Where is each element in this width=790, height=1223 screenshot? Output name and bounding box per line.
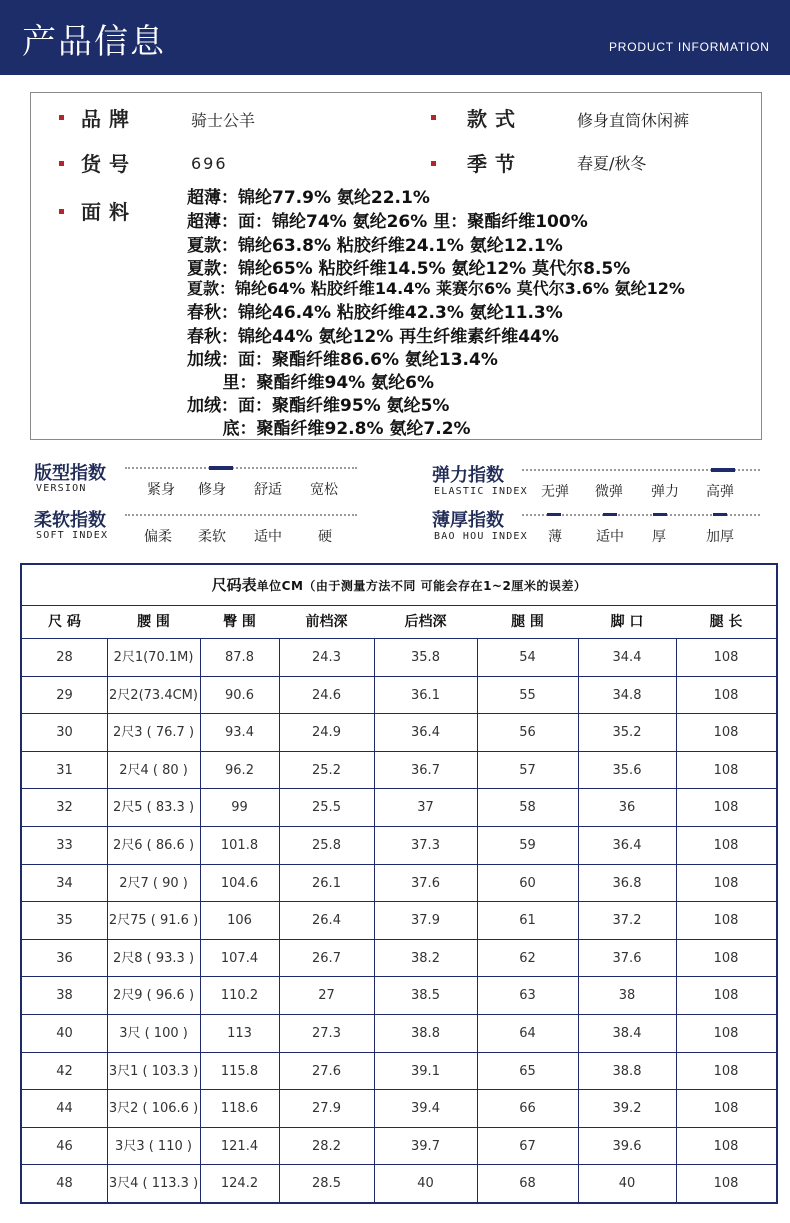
header-band [0, 0, 790, 75]
table-cell: 27.9 [312, 1101, 341, 1117]
version-selected-marker [209, 466, 233, 470]
soft-index-en: SOFT INDEX [36, 530, 109, 541]
table-cell: 26.7 [312, 950, 341, 966]
table-cell: 3尺 ( 100 ) [119, 1026, 188, 1041]
thickness-option: 适中 [596, 529, 624, 545]
size-table-header [22, 605, 776, 639]
thickness-index-en: BAO HOU INDEX [434, 531, 528, 542]
table-cell: 39.4 [411, 1101, 440, 1117]
table-cell: 39.6 [612, 1138, 642, 1154]
table-cell: 46 [56, 1138, 73, 1154]
size-table-header-cell: 后档深 [404, 614, 447, 630]
table-cell: 108 [713, 725, 739, 741]
elastic-selected-marker [711, 468, 735, 472]
table-cell: 27.6 [312, 1063, 341, 1079]
fabric-label: 面料 [81, 200, 137, 224]
table-row [22, 676, 776, 715]
table-cell: 2尺1(70.1M) [113, 650, 194, 665]
table-cell: 38 [618, 988, 636, 1004]
fabric-line: 夏款：锦纶63.8% 粘胶纤维24.1% 氨纶12.1% [187, 236, 563, 256]
table-cell: 39.1 [411, 1063, 440, 1079]
table-cell: 66 [519, 1101, 536, 1117]
table-cell: 40 [56, 1026, 73, 1041]
table-cell: 64 [519, 1026, 536, 1041]
table-cell: 42 [56, 1063, 73, 1079]
table-cell: 3尺2 ( 106.6 ) [108, 1101, 199, 1117]
table-cell: 108 [713, 687, 739, 703]
table-cell: 37.3 [411, 838, 440, 853]
table-cell: 40 [618, 1176, 636, 1192]
table-cell: 28.5 [312, 1176, 341, 1192]
thickness-index-title: 薄厚指数 [432, 510, 504, 531]
table-cell: 34 [56, 875, 73, 891]
version-index-en: VERSION [36, 483, 87, 494]
table-cell: 62 [519, 950, 536, 966]
table-row [22, 638, 776, 677]
thickness-option: 厚 [652, 529, 666, 545]
table-cell: 24.3 [312, 650, 341, 665]
table-cell: 110.2 [220, 988, 259, 1004]
style-value: 修身直筒休闲裤 [577, 111, 690, 130]
table-row [22, 1014, 776, 1053]
thickness-option: 加厚 [706, 529, 734, 545]
table-cell: 37.6 [612, 950, 642, 966]
size-table-note: 单位CM（由于测量方法不同 可能会存在1~2厘米的误差） [256, 579, 587, 593]
table-column-divider [374, 638, 375, 1202]
table-column-divider [279, 638, 280, 1202]
table-cell: 108 [713, 838, 739, 853]
elastic-option: 高弹 [706, 484, 734, 500]
table-cell: 2尺5 ( 83.3 ) [112, 800, 195, 816]
fabric-line: 加绒：面：聚酯纤维86.6% 氨纶13.4% [187, 350, 498, 370]
table-cell: 25.5 [312, 800, 341, 816]
brand-label: 品牌 [81, 107, 137, 131]
bullet-icon [59, 115, 64, 120]
table-cell: 2尺3 ( 76.7 ) [112, 725, 195, 741]
fabric-line: 春秋：锦纶46.4% 粘胶纤维42.3% 氨纶11.3% [187, 303, 563, 323]
table-cell: 108 [713, 1026, 739, 1041]
table-cell: 118.6 [220, 1101, 259, 1117]
table-cell: 36.4 [612, 838, 642, 853]
size-table-header-cell: 臀 围 [223, 614, 256, 630]
table-cell: 108 [713, 800, 739, 816]
thickness-tick [653, 513, 667, 516]
table-cell: 67 [519, 1138, 536, 1154]
table-cell: 34.8 [612, 687, 642, 703]
thickness-tick [547, 513, 561, 516]
table-row [22, 864, 776, 903]
soft-option: 硬 [318, 529, 332, 545]
table-cell: 37.6 [411, 875, 440, 891]
size-table-header-cell: 脚 口 [610, 614, 644, 630]
table-column-divider [477, 638, 478, 1202]
table-cell: 108 [713, 1101, 739, 1117]
size-table-header-cell: 尺 码 [48, 614, 81, 630]
table-cell: 63 [519, 988, 536, 1004]
table-cell: 40 [417, 1176, 434, 1192]
table-cell: 36.4 [411, 725, 440, 741]
table-cell: 2尺6 ( 86.6 ) [112, 838, 195, 853]
fabric-line: 夏款：锦纶64% 粘胶纤维14.4% 莱赛尔6% 莫代尔3.6% 氨纶12% [187, 279, 685, 298]
table-cell: 31 [56, 762, 73, 778]
bullet-icon [59, 209, 64, 214]
table-row [22, 826, 776, 865]
table-column-divider [107, 638, 108, 1202]
size-table-header-cell: 腿 围 [511, 614, 544, 630]
size-table-header-cell: 前档深 [305, 614, 348, 630]
size-table-header-cell: 腰 围 [137, 614, 170, 630]
fabric-line: 加绒：面：聚酯纤维95% 氨纶5% [187, 396, 450, 416]
table-cell: 35.6 [612, 762, 642, 778]
table-cell: 27.3 [312, 1026, 341, 1041]
season-label: 季节 [467, 152, 523, 176]
table-cell: 35.8 [411, 650, 440, 665]
table-cell: 38.2 [411, 950, 440, 966]
table-cell: 35.2 [612, 725, 642, 741]
table-cell: 38.5 [411, 988, 440, 1004]
elastic-index-title: 弹力指数 [432, 465, 504, 486]
table-column-divider [676, 638, 677, 1202]
table-row [22, 901, 776, 940]
table-cell: 38 [56, 988, 73, 1004]
table-cell: 36.8 [612, 875, 642, 891]
fabric-line: 夏款：锦纶65% 粘胶纤维14.5% 氨纶12% 莫代尔8.5% [187, 259, 631, 279]
table-cell: 44 [56, 1101, 73, 1117]
table-cell: 26.4 [312, 913, 341, 929]
fabric-line: 底：聚酯纤维92.8% 氨纶7.2% [187, 419, 471, 439]
table-row [22, 1089, 776, 1128]
version-dotted-line [125, 467, 357, 469]
table-cell: 38.8 [612, 1063, 642, 1079]
table-cell: 25.2 [312, 762, 341, 778]
table-cell: 35 [56, 913, 73, 929]
table-cell: 108 [713, 988, 739, 1004]
table-cell: 65 [519, 1063, 536, 1079]
fabric-line: 里：聚酯纤维94% 氨纶6% [187, 373, 434, 393]
bullet-icon [59, 161, 64, 166]
table-cell: 96.2 [225, 762, 254, 778]
table-cell: 3尺4 ( 113.3 ) [108, 1176, 199, 1192]
fabric-line: 超薄：面：锦纶74% 氨纶26% 里：聚酯纤维100% [187, 212, 588, 232]
fabric-line: 超薄：锦纶77.9% 氨纶22.1% [187, 188, 430, 208]
thickness-tick [603, 513, 617, 516]
table-row [22, 939, 776, 978]
version-option: 舒适 [254, 482, 282, 498]
elastic-option: 微弹 [595, 484, 623, 500]
table-cell: 24.6 [312, 687, 341, 703]
soft-option: 偏柔 [144, 529, 172, 545]
table-cell: 108 [713, 762, 739, 778]
table-cell: 2尺7 ( 90 ) [119, 875, 188, 891]
table-row [22, 1164, 776, 1203]
table-cell: 104.6 [220, 875, 259, 891]
table-row [22, 1127, 776, 1166]
table-cell: 3尺1 ( 103.3 ) [108, 1063, 199, 1079]
table-cell: 48 [56, 1176, 73, 1192]
sku-value: 696 [191, 154, 228, 173]
table-column-divider [200, 638, 201, 1202]
table-cell: 39.2 [612, 1101, 642, 1117]
table-cell: 93.4 [225, 725, 254, 741]
table-cell: 57 [519, 762, 536, 778]
page-title-en: PRODUCT INFORMATION [609, 40, 770, 54]
table-cell: 54 [519, 650, 536, 665]
elastic-option: 无弹 [541, 484, 569, 500]
table-row [22, 1052, 776, 1091]
table-cell: 38.4 [612, 1026, 642, 1041]
table-cell: 61 [519, 913, 536, 929]
soft-dotted-line [125, 514, 357, 516]
table-cell: 108 [713, 1138, 739, 1154]
table-cell: 58 [519, 800, 536, 816]
table-cell: 37.2 [612, 913, 642, 929]
table-cell: 28 [56, 650, 73, 665]
brand-value: 骑士公羊 [191, 111, 256, 130]
table-cell: 108 [713, 950, 739, 966]
table-cell: 25.8 [312, 838, 341, 853]
bullet-icon [431, 115, 436, 120]
size-table-title-text: 尺码表 [211, 576, 257, 594]
table-row [22, 751, 776, 790]
table-cell: 34.4 [612, 650, 642, 665]
sku-label: 货号 [81, 152, 137, 176]
elastic-option: 弹力 [651, 484, 679, 500]
table-cell: 113 [227, 1026, 252, 1041]
table-cell: 27 [318, 988, 335, 1004]
thickness-option: 薄 [548, 529, 562, 545]
table-cell: 37 [417, 800, 434, 816]
table-cell: 37.9 [411, 913, 440, 929]
table-cell: 55 [519, 687, 536, 703]
table-cell: 26.1 [312, 875, 341, 891]
table-cell: 3尺3 ( 110 ) [115, 1138, 192, 1154]
table-cell: 28.2 [312, 1138, 341, 1154]
version-index-title: 版型指数 [34, 463, 106, 484]
table-cell: 90.6 [225, 687, 254, 703]
table-cell: 38.8 [411, 1026, 440, 1041]
table-row [22, 788, 776, 827]
table-row [22, 713, 776, 752]
table-cell: 24.9 [312, 725, 341, 741]
table-cell: 2尺4 ( 80 ) [119, 762, 188, 778]
table-cell: 30 [56, 725, 73, 741]
soft-option: 柔软 [198, 529, 226, 545]
product-info-box [30, 92, 762, 440]
table-column-divider [578, 638, 579, 1202]
style-label: 款式 [467, 107, 523, 131]
table-cell: 2尺9 ( 96.6 ) [112, 988, 195, 1004]
version-option: 宽松 [310, 482, 338, 498]
bullet-icon [431, 161, 436, 166]
table-cell: 99 [231, 800, 248, 816]
soft-index-title: 柔软指数 [34, 510, 106, 531]
table-cell: 32 [56, 800, 73, 816]
table-cell: 36.1 [411, 687, 440, 703]
table-cell: 101.8 [220, 838, 259, 853]
table-cell: 87.8 [225, 650, 254, 665]
version-option: 紧身 [147, 482, 175, 498]
table-cell: 33 [56, 838, 73, 853]
table-cell: 108 [713, 913, 739, 929]
table-cell: 59 [519, 838, 536, 853]
elastic-index-en: ELASTIC INDEX [434, 486, 528, 497]
size-table [20, 563, 778, 1204]
table-cell: 68 [519, 1176, 536, 1192]
page-title: 产品信息 [22, 22, 166, 62]
size-table-title [22, 565, 776, 605]
table-cell: 2尺2(73.4CM) [109, 687, 198, 703]
table-cell: 108 [713, 875, 739, 891]
table-cell: 108 [713, 1063, 739, 1079]
table-cell: 107.4 [220, 950, 259, 966]
table-cell: 36.7 [411, 762, 440, 778]
table-cell: 36 [618, 800, 636, 816]
table-cell: 60 [519, 875, 536, 891]
table-cell: 36 [56, 950, 73, 966]
table-cell: 2尺8 ( 93.3 ) [112, 950, 195, 966]
season-value: 春夏/秋冬 [577, 154, 647, 173]
version-option: 修身 [198, 482, 226, 498]
table-cell: 106 [227, 913, 252, 929]
table-cell: 108 [713, 650, 739, 665]
table-row [22, 976, 776, 1015]
table-cell: 39.7 [411, 1138, 440, 1154]
table-cell: 2尺75 ( 91.6 ) [108, 913, 199, 929]
table-cell: 56 [519, 725, 536, 741]
soft-option: 适中 [254, 529, 282, 545]
thickness-tick [713, 513, 727, 516]
table-cell: 115.8 [220, 1063, 259, 1079]
table-cell: 124.2 [220, 1176, 259, 1192]
table-cell: 29 [56, 687, 73, 703]
fabric-line: 春秋：锦纶44% 氨纶12% 再生纤维素纤维44% [187, 327, 559, 347]
size-table-header-cell: 腿 长 [709, 614, 743, 630]
table-cell: 108 [713, 1176, 739, 1192]
table-cell: 121.4 [220, 1138, 259, 1154]
